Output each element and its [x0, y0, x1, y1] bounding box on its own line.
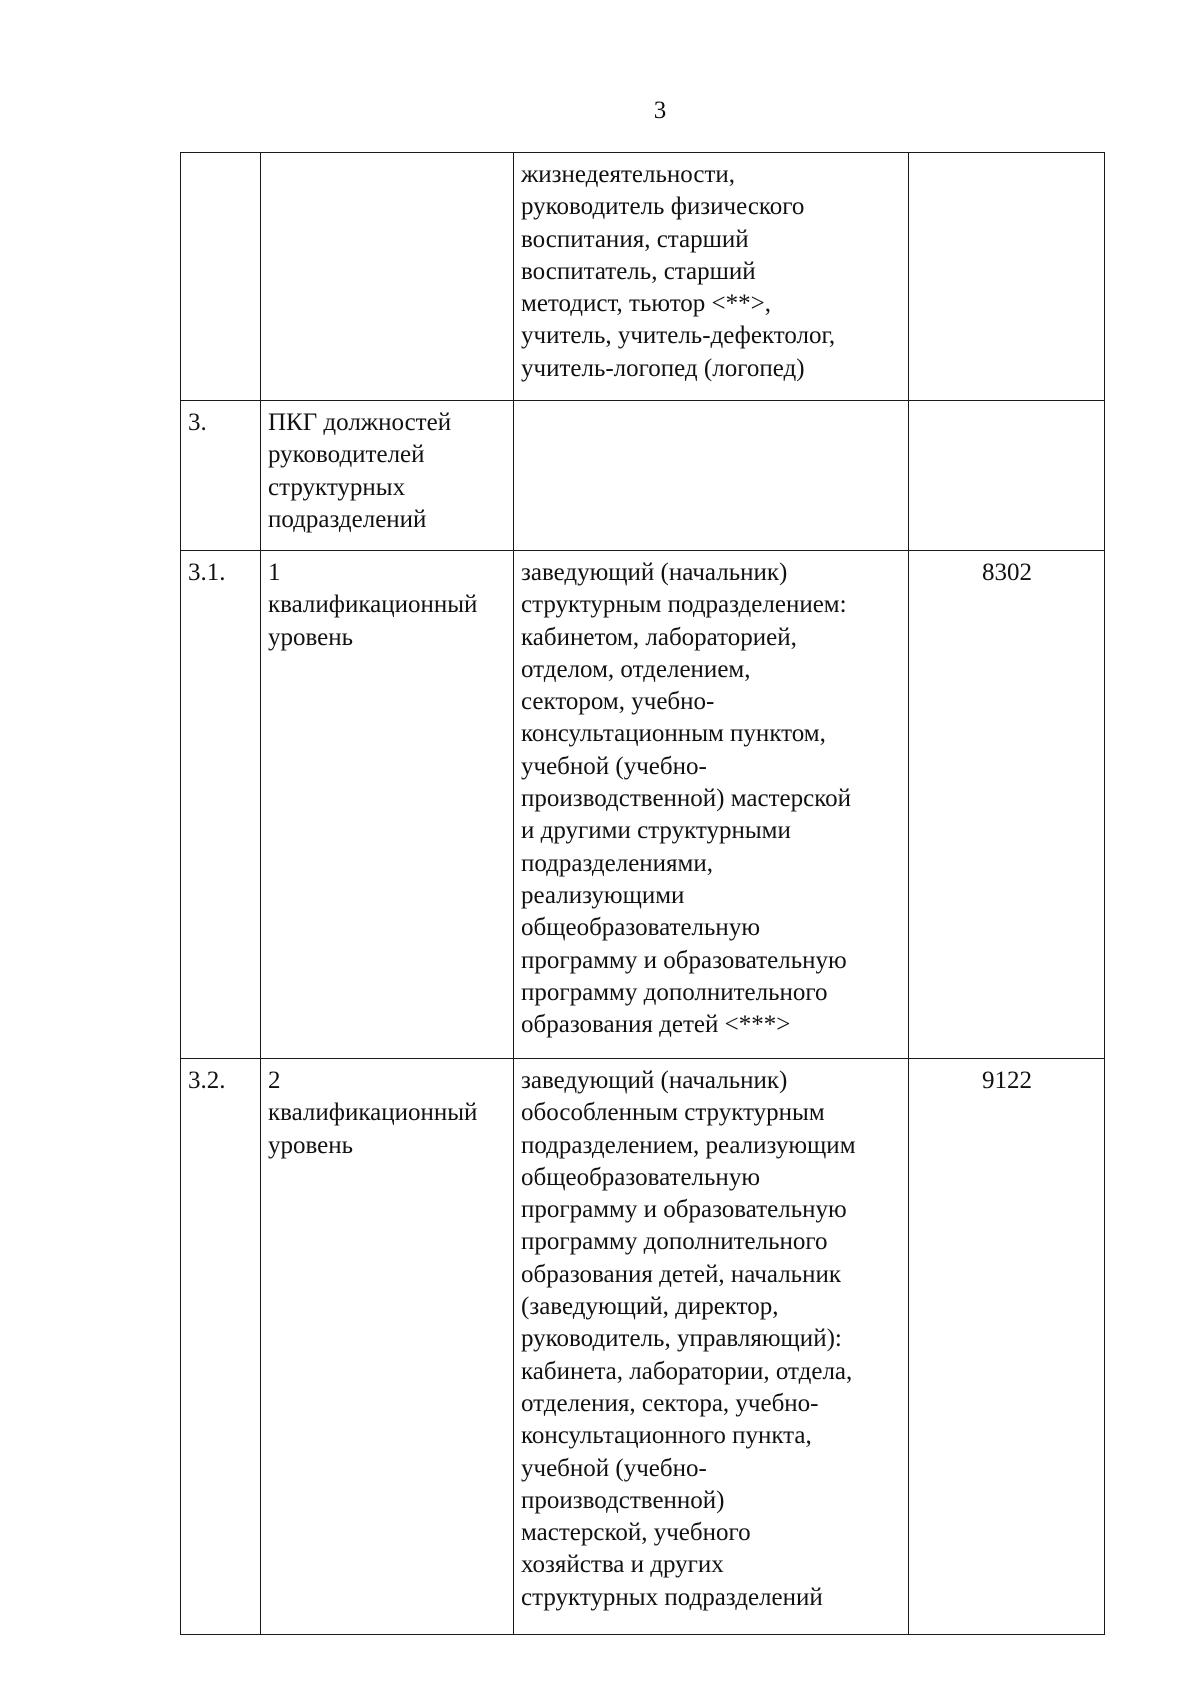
- cell-line: учебной (учебно-: [521, 1454, 707, 1482]
- cell-line: воспитатель, старший: [521, 257, 756, 285]
- salary-table: [180, 152, 1105, 1635]
- cell-line: программу дополнительного: [521, 1228, 828, 1256]
- cell-line: кабинета, лаборатории, отдела,: [521, 1357, 853, 1385]
- salary-cell: [909, 153, 1105, 401]
- cell-line: программу и образовательную: [521, 1196, 847, 1224]
- cell-line: учитель-логопед (логопед): [521, 354, 805, 382]
- row-number-cell: 3.: [181, 401, 261, 551]
- cell-line: и другими структурными: [521, 817, 791, 845]
- cell-line: отделом, отделением,: [521, 655, 751, 683]
- table-row: [181, 153, 1105, 401]
- salary-cell: [909, 401, 1105, 551]
- cell-line: учебной (учебно-: [521, 752, 707, 780]
- cell-line: руководитель, управляющий):: [521, 1325, 842, 1353]
- cell-line: кабинетом, лабораторией,: [521, 623, 797, 651]
- table-row: [181, 401, 1105, 551]
- cell-line: общеобразовательную: [521, 914, 760, 942]
- cell-line: методист, тьютор <**>,: [521, 290, 771, 318]
- qualification-group-cell: [261, 1059, 514, 1635]
- cell-line: 2: [268, 1067, 281, 1094]
- cell-line: сектором, учебно-: [521, 688, 715, 716]
- cell-line: подразделением, реализующим: [521, 1131, 856, 1159]
- cell-line: ПКГ должностей: [268, 409, 452, 436]
- positions-cell: [514, 1059, 909, 1635]
- cell-line: производственной) мастерской: [521, 785, 851, 813]
- cell-line: руководителей: [268, 441, 425, 469]
- cell-line: квалификационный: [268, 591, 478, 619]
- cell-line: руководитель физического: [521, 193, 805, 221]
- cell-line: заведующий (начальник): [521, 559, 788, 586]
- cell-line: 1: [268, 559, 281, 586]
- cell-line: квалификационный: [268, 1099, 478, 1127]
- cell-line: воспитания, старший: [521, 225, 749, 253]
- cell-line: заведующий (начальник): [521, 1067, 788, 1094]
- cell-line: программу дополнительного: [521, 978, 828, 1006]
- cell-line: программу и образовательную: [521, 946, 847, 974]
- cell-line: мастерской, учебного: [521, 1519, 751, 1547]
- qualification-group-cell: [261, 153, 514, 401]
- cell-line: обособленным структурным: [521, 1099, 825, 1127]
- cell-line: консультационного пункта,: [521, 1422, 812, 1450]
- cell-line: учитель, учитель-дефектолог,: [521, 322, 836, 350]
- cell-line: консультационным пунктом,: [521, 720, 826, 748]
- positions-cell: [514, 153, 909, 401]
- cell-line: уровень: [268, 1131, 354, 1159]
- cell-line: производственной): [521, 1486, 725, 1514]
- table-row: [181, 1059, 1105, 1635]
- qualification-group-cell: [261, 551, 514, 1059]
- cell-line: структурных: [268, 473, 406, 501]
- row-number-cell: 3.2.: [181, 1059, 261, 1635]
- cell-line: уровень: [268, 623, 354, 651]
- cell-line: реализующими: [521, 881, 685, 909]
- salary-cell: 8302: [909, 551, 1105, 1059]
- cell-line: подразделений: [268, 505, 427, 533]
- cell-line: структурных подразделений: [521, 1583, 823, 1611]
- qualification-group-cell: [261, 401, 514, 551]
- cell-line: хозяйства и других: [521, 1551, 724, 1579]
- cell-line: образования детей, начальник: [521, 1260, 841, 1288]
- cell-line: жизнедеятельности,: [521, 161, 736, 188]
- positions-cell: [514, 551, 909, 1059]
- cell-line: (заведующий, директор,: [521, 1293, 779, 1321]
- cell-line: отделения, сектора, учебно-: [521, 1389, 819, 1417]
- page-number: 3: [653, 97, 667, 124]
- salary-cell: 9122: [909, 1059, 1105, 1635]
- cell-line: образования детей <***>: [521, 1011, 791, 1039]
- row-number-cell: 3.1.: [181, 551, 261, 1059]
- cell-line: общеобразовательную: [521, 1163, 760, 1191]
- cell-line: подразделениями,: [521, 849, 713, 877]
- positions-cell: [514, 401, 909, 551]
- cell-line: структурным подразделением:: [521, 591, 847, 619]
- row-number-cell: [181, 153, 261, 401]
- table-row: [181, 551, 1105, 1059]
